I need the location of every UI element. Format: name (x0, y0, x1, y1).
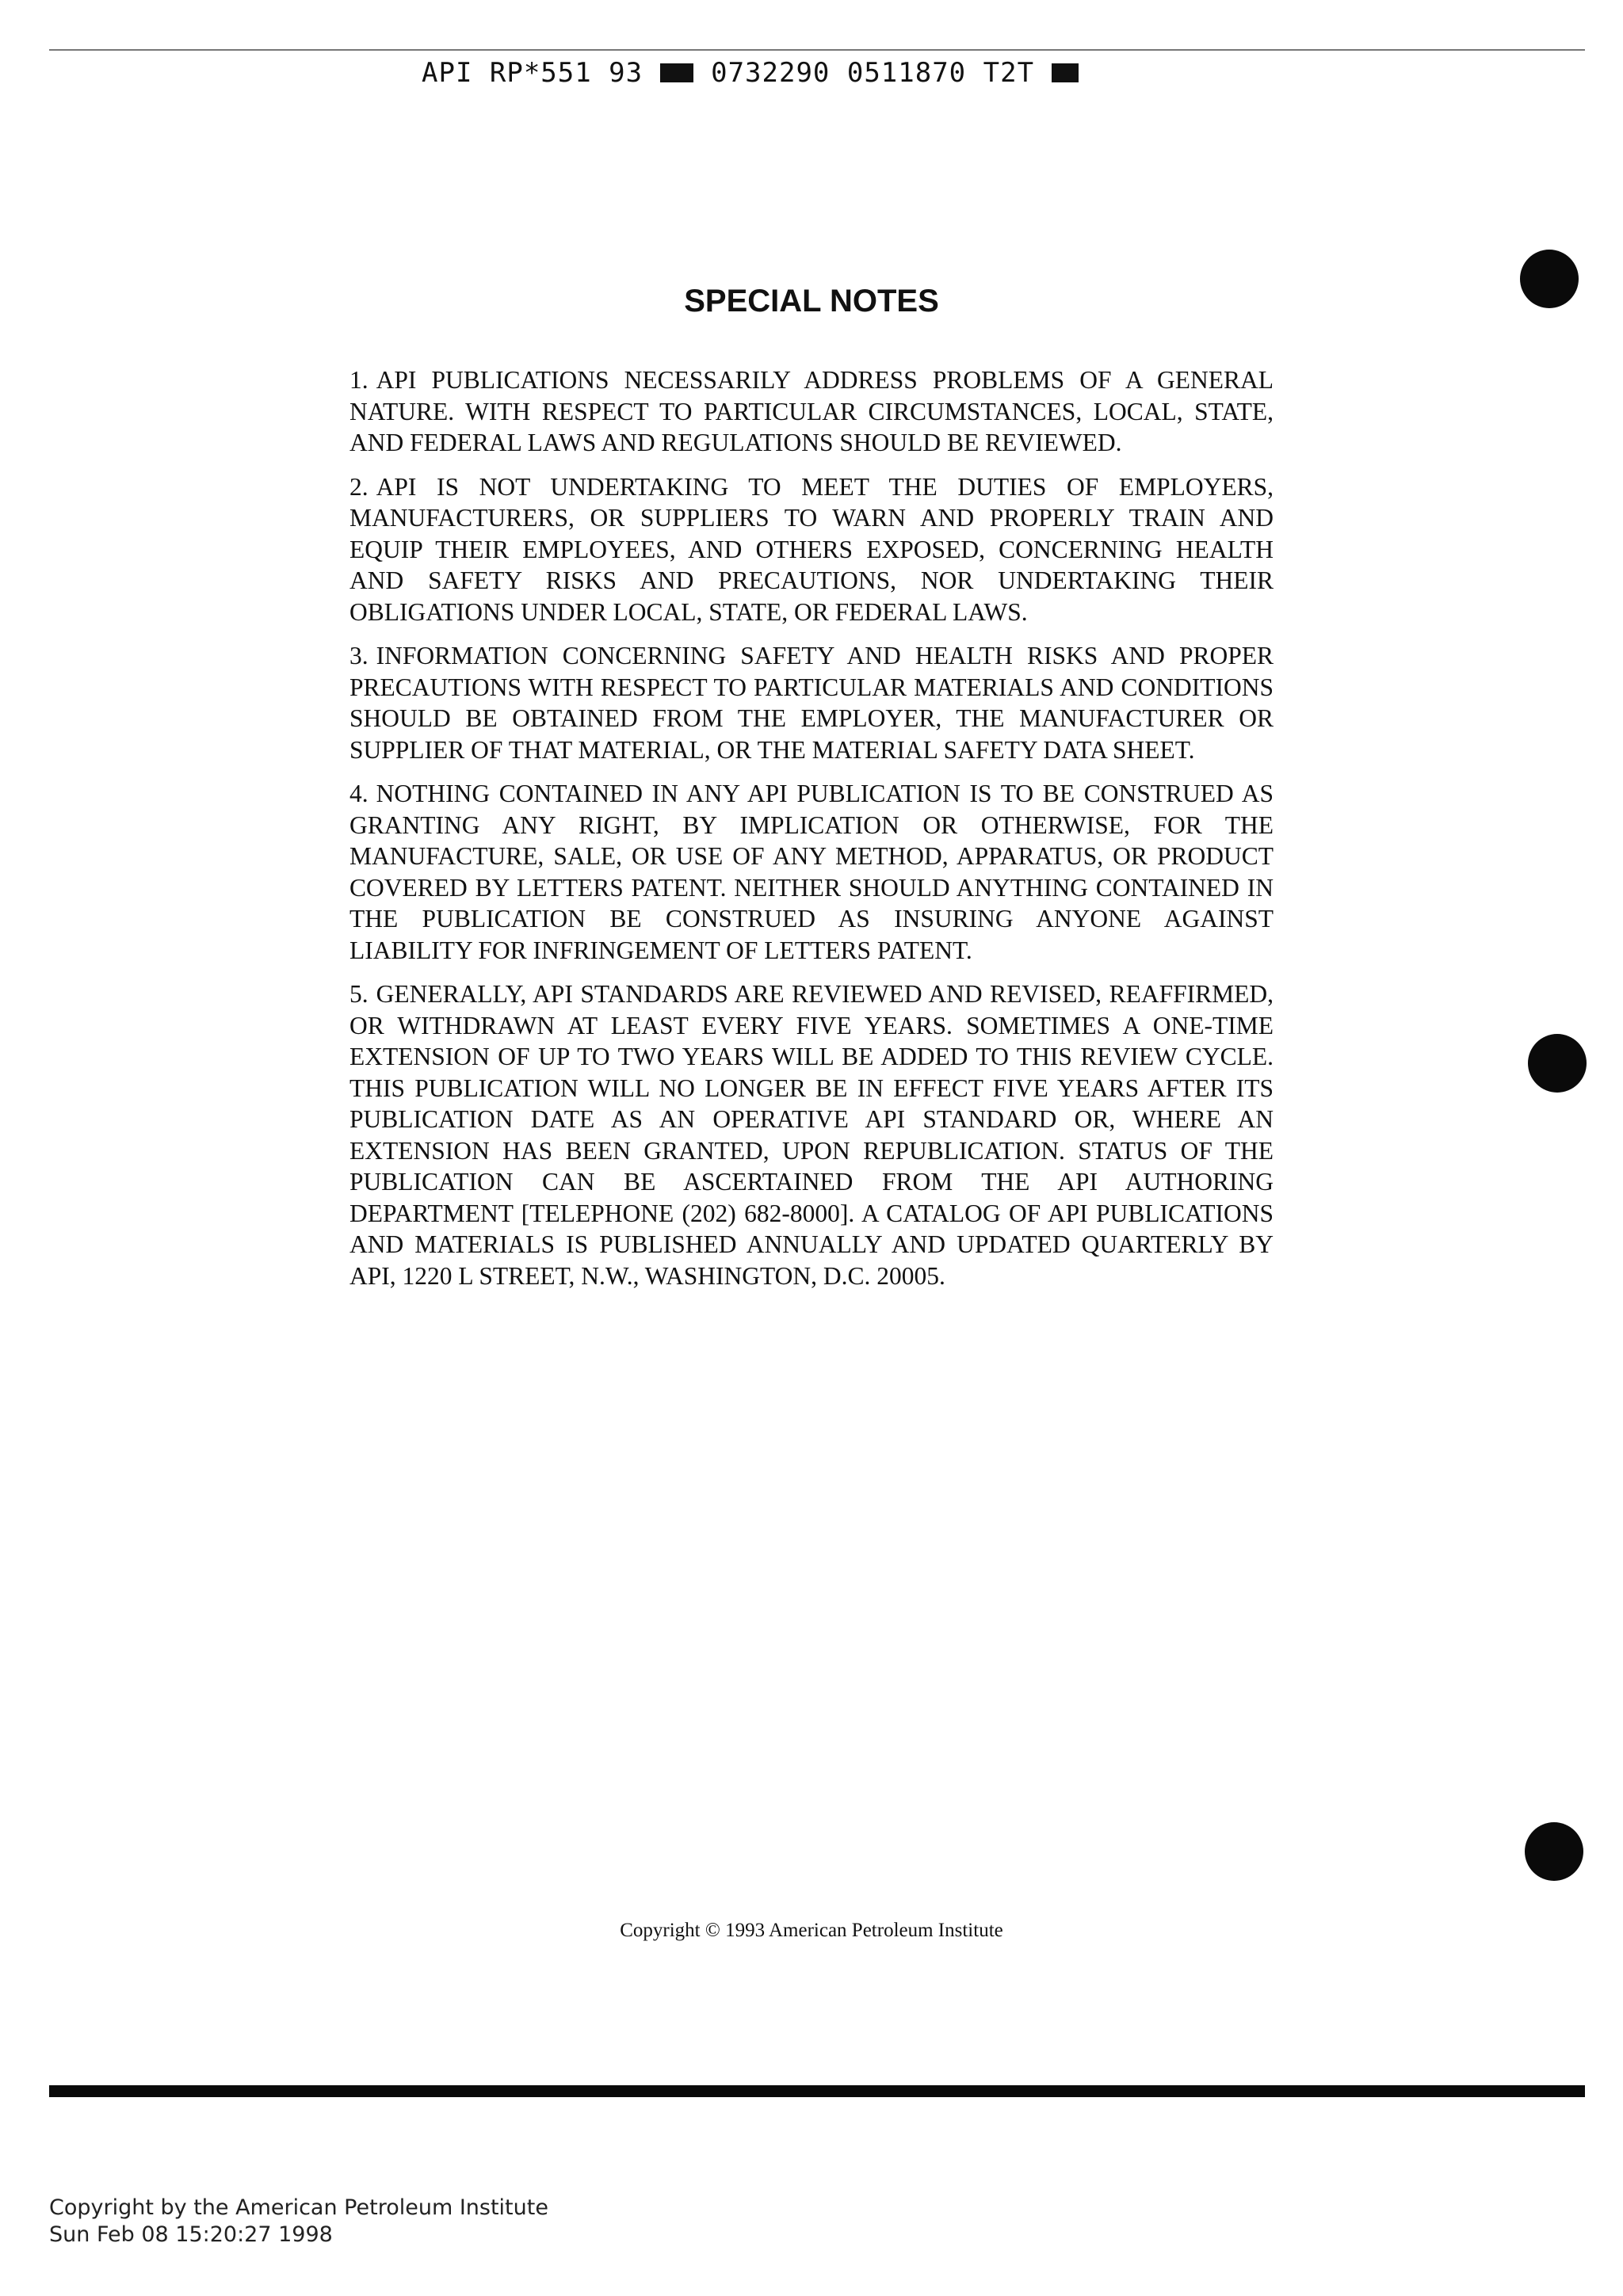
note-item (349, 978, 1274, 1291)
copyright-notice: Copyright © 1993 American Petroleum Institute (620, 1920, 1003, 1941)
footer-timestamp: Sun Feb 08 15:20:27 1998 (49, 2222, 333, 2247)
note-item (349, 364, 1274, 459)
note-text: API IS NOT UNDERTAKING TO MEET THE DUTIES OF EMPLOYERS, MANUFACTURERS, OR SUPPLIERS TO WARN AND PROPERLY TRAIN AND EQUIP THEIR EMPLOYEES, AND OTHERS EXPOSED, CONCERNING HEALTH AND SAFETY RISKS AND PRECAUTIONS, NOR UNDERTAKING THEIR OBLIGATIONS UNDER LOCAL, STATE, OR FEDERAL LAWS. (349, 472, 1274, 626)
punch-hole-middle (1528, 1034, 1587, 1093)
note-number: 3. (349, 642, 369, 669)
header-block-mark-end (1052, 63, 1079, 82)
note-text: NOTHING CONTAINED IN ANY API PUBLICATION IS TO BE CONSTRUED AS GRANTING ANY RIGHT, BY IMPLICATION OR OTHERWISE, FOR THE MANUFACTURE, SALE, OR USE OF ANY METHOD, APPARATUS, OR PRODUCT COVERED BY LETTERS PATENT. NEITHER SHOULD ANYTHING CONTAINED IN THE PUBLICATION BE CONSTRUED AS INSURING ANYONE AGAINST LIABILITY FOR INFRINGEMENT OF LETTERS PATENT. (349, 780, 1274, 964)
footer-copyright-line: Copyright by the American Petroleum Institute (49, 2195, 548, 2220)
note-text: GENERALLY, API STANDARDS ARE REVIEWED AND REVISED, REAFFIRMED, OR WITHDRAWN AT LEAST EVERY FIVE YEARS. SOMETIMES A ONE-TIME EXTENSION OF UP TO TWO YEARS WILL BE ADDED TO THIS REVIEW CYCLE. THIS PUBLICATION WILL NO LONGER BE IN EFFECT FIVE YEARS AFTER ITS PUBLICATION DATE AS AN OPERATIVE API STANDARD OR, WHERE AN EXTENSION HAS BEEN GRANTED, UPON REPUBLICATION. STATUS OF THE PUBLICATION CAN BE ASCERTAINED FROM THE API AUTHORING DEPARTMENT [TELEPHONE (202) 682-8000]. A CATALOG OF API PUBLICATIONS AND MATERIALS IS PUBLISHED ANNUALLY AND UPDATED QUARTERLY BY API, 1220 L STREET, N.W., WASHINGTON, D.C. 20005. (349, 980, 1274, 1290)
bottom-rule (49, 2085, 1585, 2097)
note-number: 2. (349, 472, 369, 501)
note-number: 4. (349, 780, 369, 807)
page-title: SPECIAL NOTES (684, 284, 939, 318)
header-block-mark (660, 63, 693, 82)
special-notes-list (349, 364, 1274, 1304)
note-item (349, 471, 1274, 628)
note-number: 5. (349, 980, 369, 1008)
note-item (349, 778, 1274, 966)
top-rule (49, 49, 1585, 51)
note-text: API PUBLICATIONS NECESSARILY ADDRESS PROBLEMS OF A GENERAL NATURE. WITH RESPECT TO PARTICULAR CIRCUMSTANCES, LOCAL, STATE, AND FEDERAL LAWS AND REGULATIONS SHOULD BE REVIEWED. (349, 366, 1274, 456)
footer-stamp (49, 2195, 548, 2248)
header-code-left: API RP*551 93 (422, 57, 643, 89)
note-number: 1. (349, 366, 369, 394)
document-code-header (422, 57, 1079, 89)
header-code-mid: 0732290 0511870 T2T (711, 57, 1035, 89)
note-text: INFORMATION CONCERNING SAFETY AND HEALTH RISKS AND PROPER PRECAUTIONS WITH RESPECT TO PARTICULAR MATERIALS AND CONDITIONS SHOULD BE OBTAINED FROM THE EMPLOYER, THE MANUFACTURER OR SUPPLIER OF THAT MATERIAL, OR THE MATERIAL SAFETY DATA SHEET. (349, 642, 1274, 764)
note-item (349, 640, 1274, 765)
punch-hole-bottom (1525, 1822, 1583, 1881)
